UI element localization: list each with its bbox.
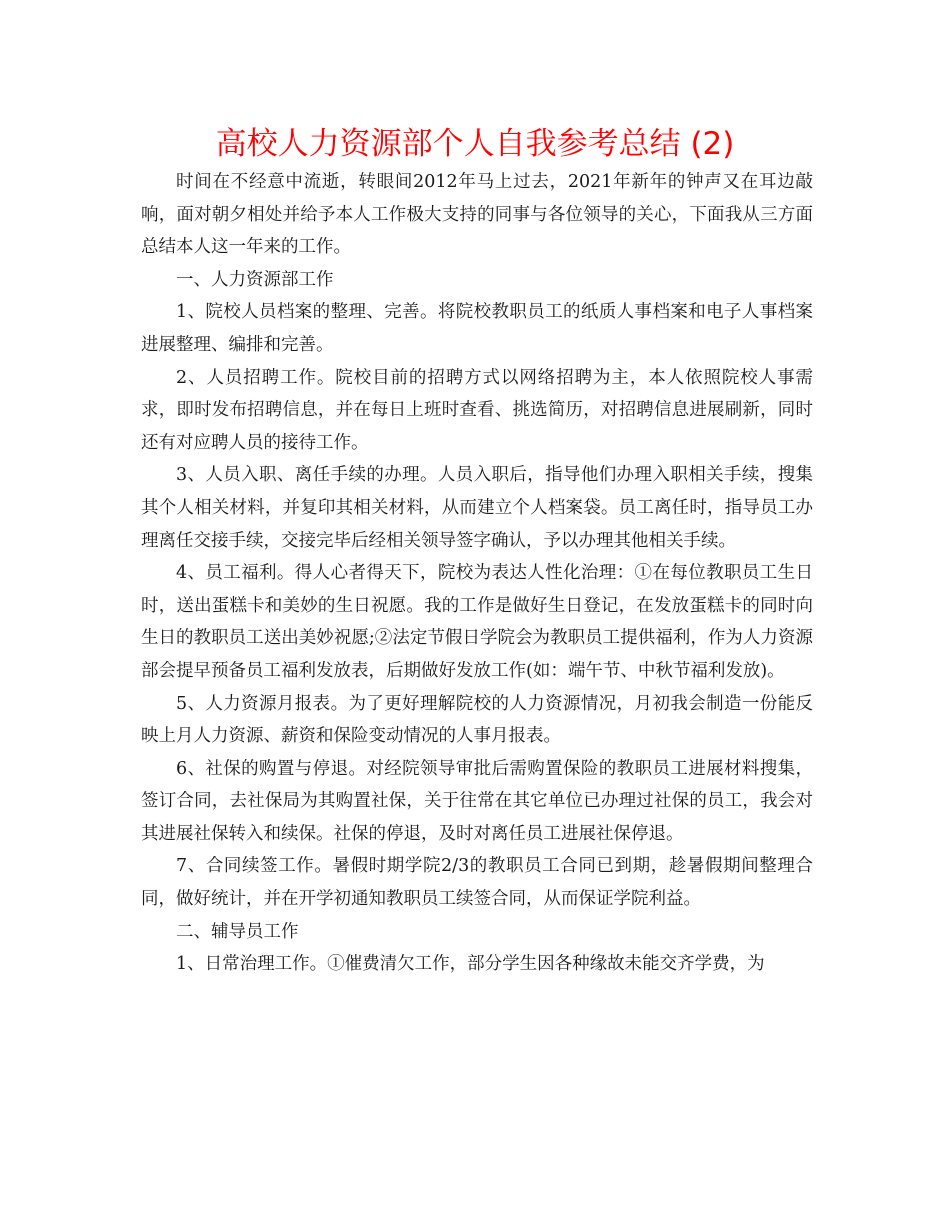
- document-body: [141, 166, 813, 981]
- paragraph-contract-renewal: 7、合同续签工作。暑假时期学院2/3的教职员工合同已到期，趁暑假期间整理合同，做好统计，并在开学初通知教职员工续签合同，从而保证学院利益。: [141, 856, 813, 910]
- paragraph-monthly-report: 5、人力资源月报表。为了更好理解院校的人力资源情况，月初我会制造一份能反映上月人力资源、薪资和保险变动情况的人事月报表。: [141, 693, 813, 747]
- section-heading-hr: 一、人力资源部工作: [176, 269, 334, 290]
- section-heading-counselor: 二、辅导员工作: [176, 921, 299, 942]
- paragraph-social-insurance: 6、社保的购置与停退。对经院领导审批后需购置保险的教职员工进展材料搜集，签订合同，去社保局为其购置社保，关于往常在其它单位已办理过社保的员工，我会对其进展社保转入和续保。社保的停退，及时对离任员工进展社保停退。: [141, 758, 813, 844]
- paragraph-onboarding: 3、人员入职、离任手续的办理。人员入职后，指导他们办理入职相关手续，搜集其个人相关材料，并复印其相关材料，从而建立个人档案袋。员工离任时，指导员工办理离任交接手续，交接完毕后经相关领导签字确认，予以办理其他相关手续。: [141, 465, 813, 551]
- paragraph-archives: 1、院校人员档案的整理、完善。将院校教职员工的纸质人事档案和电子人事档案进展整理、编排和完善。: [141, 302, 813, 355]
- paragraph-welfare: 4、员工福利。得人心者得天下，院校为表达人性化治理：①在每位教职员工生日时，送出蛋糕卡和美妙的生日祝愿。我的工作是做好生日登记，在发放蛋糕卡的同时向生日的教职员工送出美妙祝愿;②法定节假日学院会为教职员工提供福利，作为人力资源部会提早预备员工福利发放表，后期做好发放工作(如：端午节、中秋节福利发放)。: [141, 563, 813, 681]
- paragraph-recruitment: 2、人员招聘工作。院校目前的招聘方式以网络招聘为主，本人依照院校人事需求，即时发布招聘信息，并在每日上班时查看、挑选简历，对招聘信息进展刷新，同时还有对应聘人员的接待工作。: [141, 367, 813, 453]
- document-title: 高校人力资源部个人自我参考总结 (2): [215, 126, 735, 162]
- paragraph-daily-management: 1、日常治理工作。①催费清欠工作，部分学生因各种缘故未能交齐学费，为: [176, 954, 765, 975]
- paragraph-intro: 时间在不经意中流逝，转眼间2012年马上过去，2021年新年的钟声又在耳边敲响，面对朝夕相处并给予本人工作极大支持的同事与各位领导的关心，下面我从三方面总结本人这一年来的工作。: [141, 172, 813, 258]
